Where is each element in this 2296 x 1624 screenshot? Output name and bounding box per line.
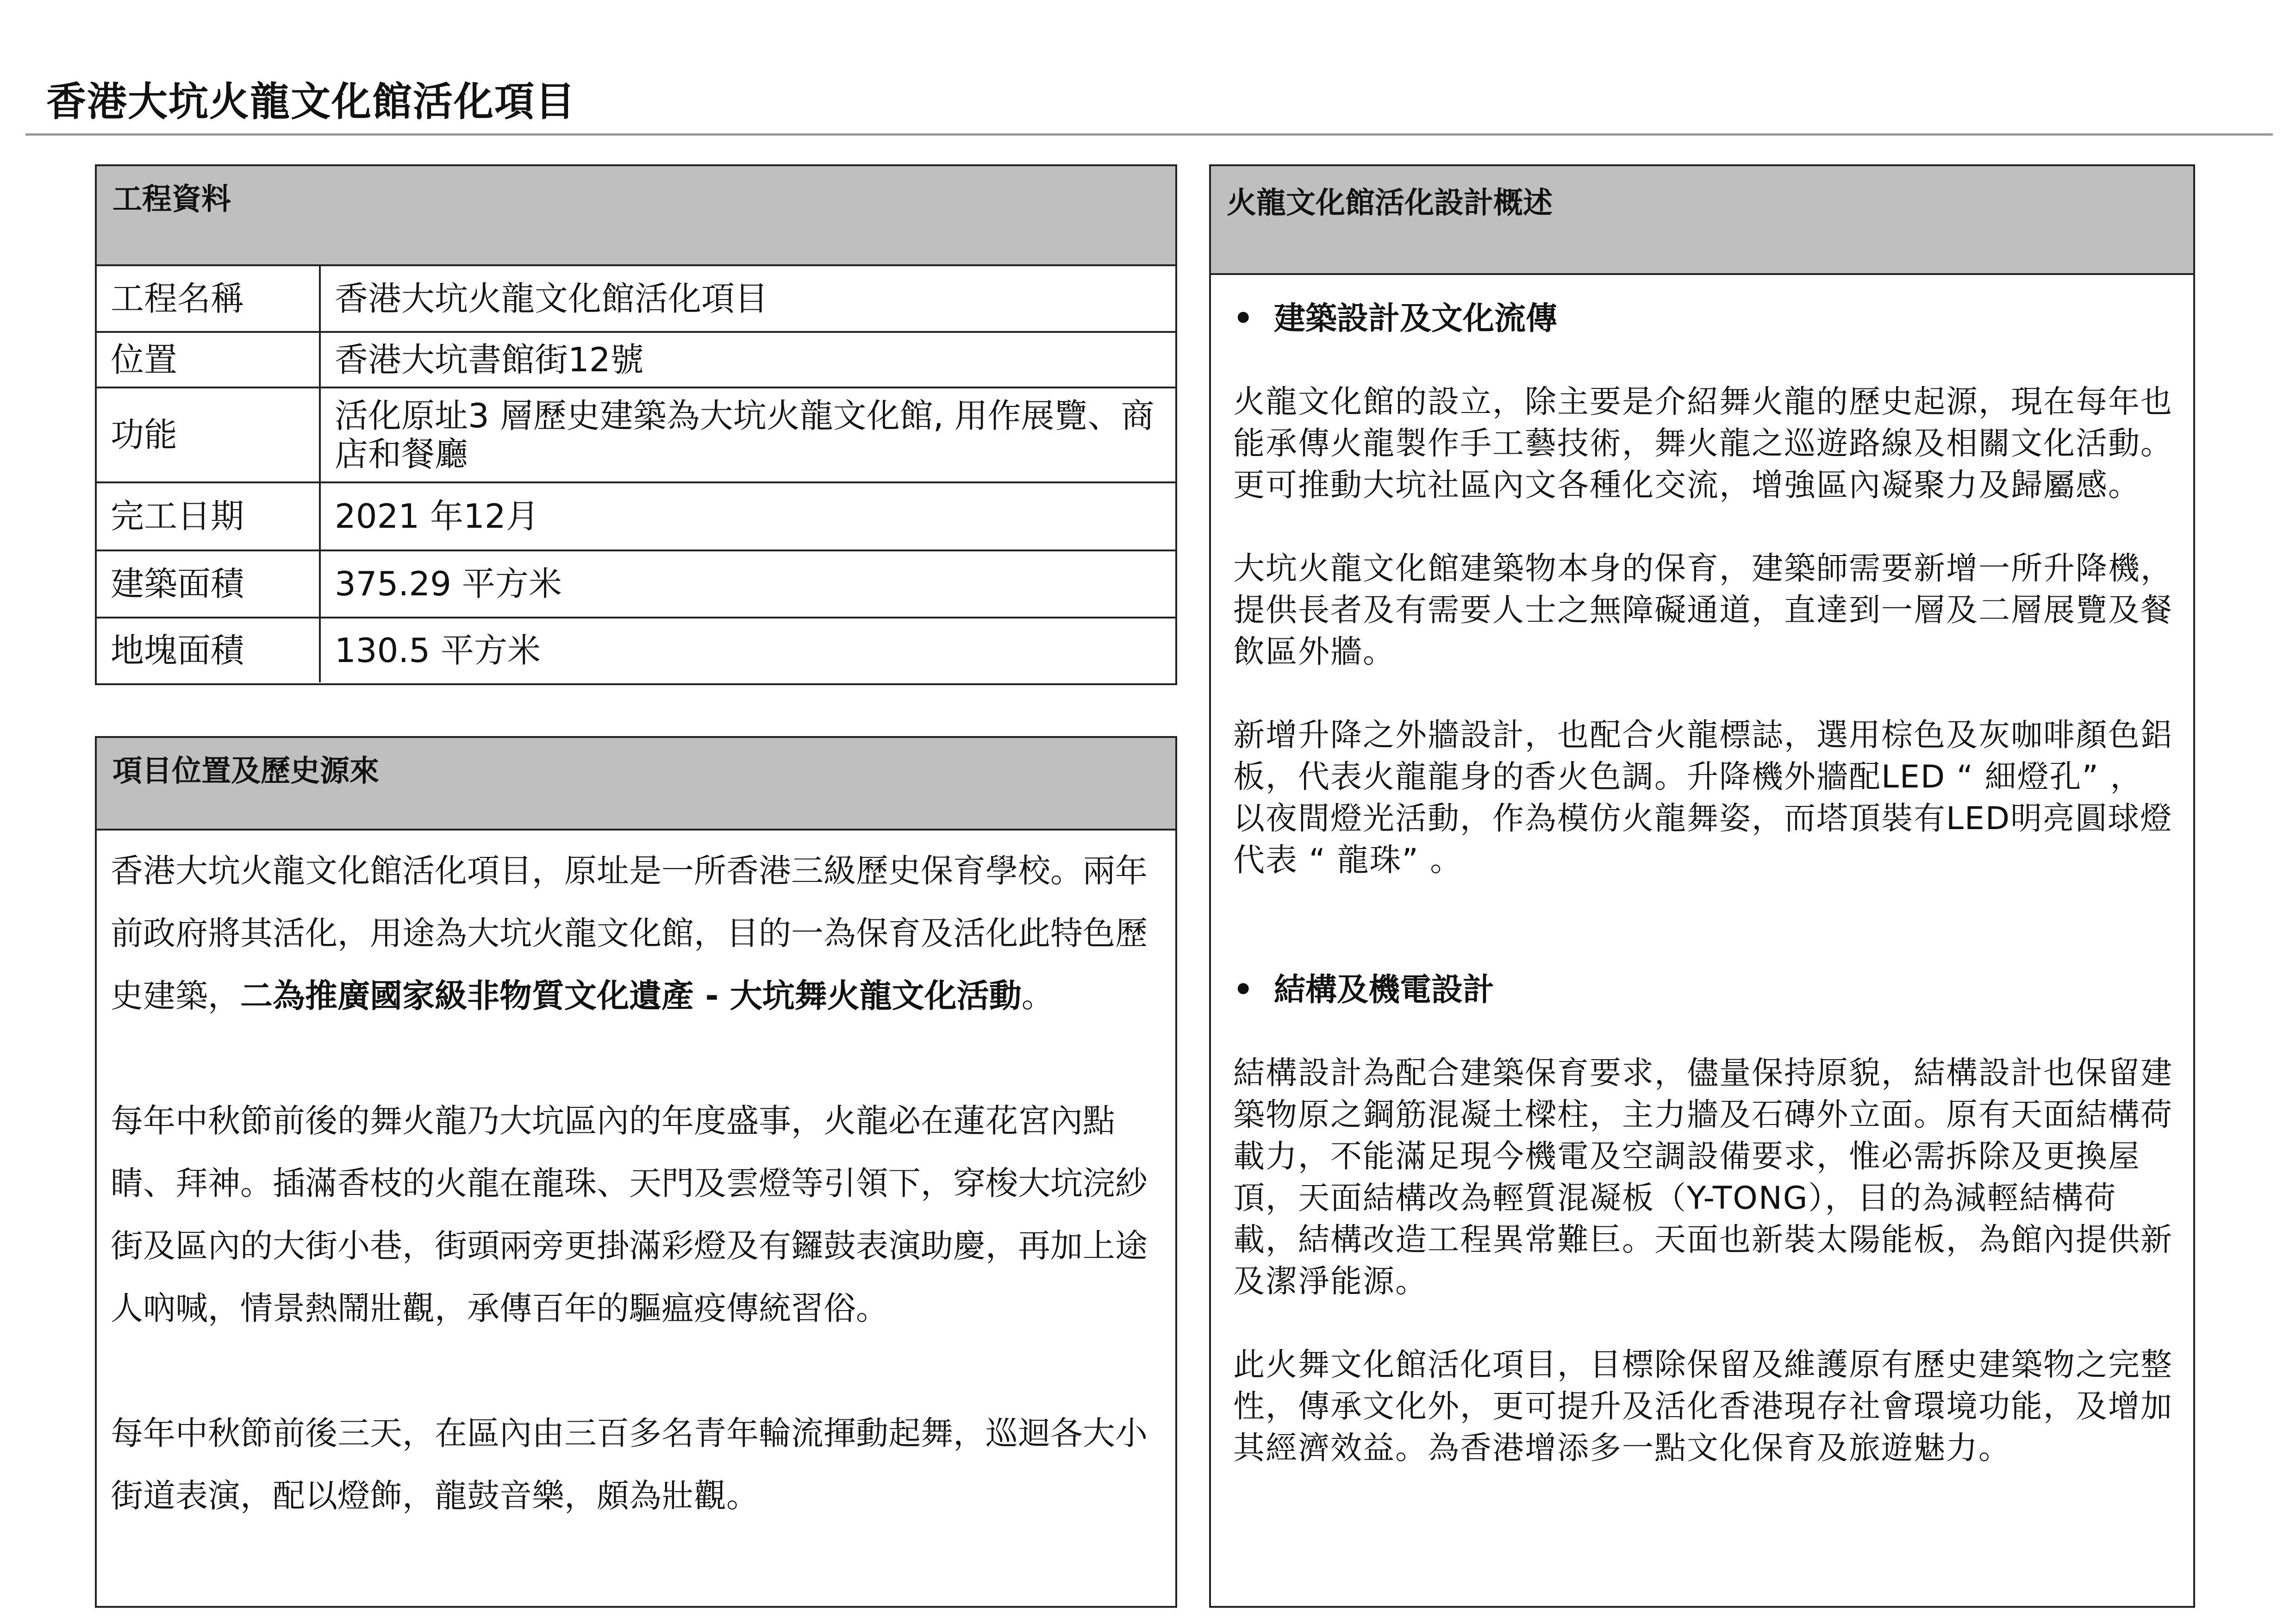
row-value-location: 香港大坑書館街12號	[320, 332, 1175, 387]
bullet-icon: •	[1233, 300, 1254, 337]
history-paragraph-1	[111, 840, 1161, 1027]
history-body	[97, 831, 1175, 1527]
row-label-site-area: 地塊面積	[97, 618, 320, 682]
row-label-function: 功能	[97, 387, 320, 482]
row-label-name: 工程名稱	[97, 266, 320, 332]
section-architecture-title	[1233, 298, 2175, 340]
row-label-floor-area: 建築面積	[97, 550, 320, 618]
history-p1-text: 香港大坑火龍文化館活化項目，原址是一所香港三級歷史保育學校。兩年前政府將其活化，用途為大坑火龍文化館，目的一為保育及活化此特色歷史建築，	[111, 852, 1148, 1015]
section-structure-label: 結構及機電設計	[1274, 972, 1495, 1008]
bullet-icon: •	[1233, 972, 1254, 1008]
table-row	[97, 266, 1175, 332]
section-structure-title	[1233, 969, 2175, 1011]
row-value-name: 香港大坑火龍文化館活化項目	[335, 279, 768, 318]
design-overview-body	[1211, 275, 2193, 1469]
history-p1-end: 。	[1021, 977, 1054, 1015]
table-row	[97, 618, 1175, 682]
design-overview-panel	[1209, 164, 2195, 1608]
section-architecture-label: 建築設計及文化流傳	[1274, 300, 1558, 337]
architecture-paragraph-2: 大坑火龍文化館建築物本身的保育，建築師需要新增一所升降機，提供長者及有需要人士之無障礙通道，直達到一層及二層展覽及餐飲區外牆。	[1233, 550, 2173, 670]
history-paragraph-2: 每年中秋節前後的舞火龍乃大坑區內的年度盛事，火龍必在蓮花宮內點睛、拜神。插滿香枝的火龍在龍珠、天門及雲燈等引領下，穿梭大坑浣紗街及區內的大街小巷，街頭兩旁更掛滿彩燈及有鑼鼓表演助慶，再加上途人吶喊，情景熱鬧壯觀，承傳百年的驅瘟疫傳統習俗。	[111, 1102, 1148, 1327]
structure-paragraph-2: 此火舞文化館活化項目，目標除保留及維護原有歷史建築物之完整性，傳承文化外，更可提升及活化香港現存社會環境功能，及增加其經濟效益。為香港增添多一點文化保育及旅遊魅力。	[1233, 1347, 2173, 1467]
table-row	[97, 387, 1175, 482]
history-header: 項目位置及歷史源來	[97, 738, 1175, 831]
design-overview-header: 火龍文化館活化設計概述	[1211, 166, 2193, 275]
row-value-function: 活化原址3 層歷史建築為大坑火龍文化館, 用作展覽、商店和餐廳	[320, 387, 1175, 482]
architecture-paragraph-3: 新增升降之外牆設計，也配合火龍標誌，選用棕色及灰咖啡顏色鋁板，代表火龍龍身的香火色調。升降機外牆配LED “ 細燈孔” ，以夜間燈光活動，作為模仿火龍舞姿，而塔頂裝有LED明亮圓球燈代表 “ 龍珠” 。	[1233, 717, 2173, 879]
title-divider	[25, 133, 2273, 136]
row-value-completion: 2021 年12月	[320, 482, 1175, 550]
row-value-site-area: 130.5 平方米	[320, 618, 1175, 682]
row-label-location: 位置	[97, 332, 320, 387]
page-title: 香港大坑火龍文化館活化項目	[46, 79, 576, 125]
project-info-panel	[95, 164, 1177, 685]
row-value-floor-area: 375.29 平方米	[320, 550, 1175, 618]
history-panel	[95, 736, 1177, 1608]
row-label-completion: 完工日期	[97, 482, 320, 550]
history-paragraph-3: 每年中秋節前後三天，在區內由三百多名青年輪流揮動起舞，巡迴各大小街道表演，配以燈飾，龍鼓音樂，頗為壯觀。	[111, 1414, 1148, 1515]
history-p1-emphasis: 二為推廣國家級非物質文化遺產 - 大坑舞火龍文化活動	[240, 977, 1022, 1015]
table-row	[97, 482, 1175, 550]
architecture-paragraph-1: 火龍文化館的設立，除主要是介紹舞火龍的歷史起源，現在每年也能承傳火龍製作手工藝技術，舞火龍之巡遊路線及相關文化活動。更可推動大坑社區內文各種化交流，增強區內凝聚力及歸屬感。	[1233, 384, 2173, 504]
structure-paragraph-1: 結構設計為配合建築保育要求，儘量保持原貌，結構設計也保留建築物原之鋼筋混凝土樑柱，主力牆及石磚外立面。原有天面結構荷載力，不能滿足現今機電及空調設備要求，惟必需拆除及更換屋頂，天面結構改為輕質混凝板（Y-TONG），目的為減輕結構荷載，結構改造工程異常難巨。天面也新裝太陽能板，為館內提供新及潔淨能源。	[1233, 1055, 2173, 1300]
project-info-table	[97, 266, 1175, 682]
table-row	[97, 332, 1175, 387]
project-info-header: 工程資料	[97, 166, 1175, 266]
table-row	[97, 550, 1175, 618]
